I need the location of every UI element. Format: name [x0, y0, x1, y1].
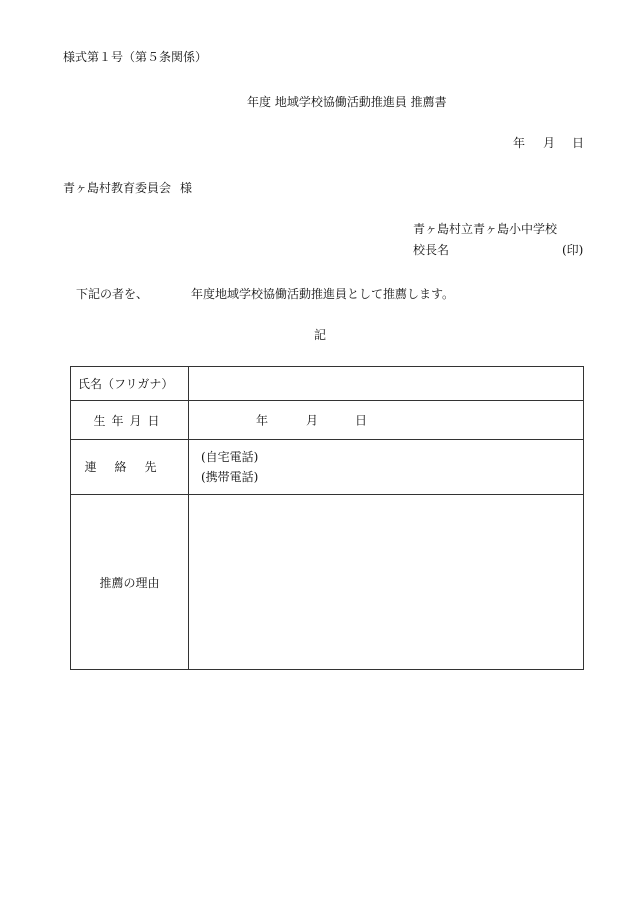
recommendation-form-table: [70, 366, 584, 670]
principal-name-label: 校長名: [413, 243, 450, 257]
addressee-name: 青ヶ島村教育委員会: [63, 181, 172, 195]
date-year-label: 年: [513, 136, 526, 150]
home-phone-label: (自宅電話): [201, 449, 259, 464]
reason-label: 推薦の理由: [71, 495, 189, 670]
form-number: 様式第１号（第５条関係）: [63, 50, 208, 64]
addressee-honorific: 様: [180, 181, 193, 195]
contact-label-cell: [71, 439, 189, 495]
table-row-reason: [71, 495, 584, 670]
dob-label: 生年月日: [93, 413, 166, 428]
dob-label-cell: [71, 401, 189, 439]
recommendation-text-suffix: 年度地域学校協働活動推進員として推薦します。: [191, 287, 455, 301]
table-row-contact: [71, 439, 584, 495]
date-month-label: 月: [543, 136, 556, 150]
sender-school-name: 青ヶ島村立青ヶ島小中学校: [413, 222, 558, 236]
reason-field[interactable]: [189, 495, 584, 670]
contact-label: 連絡先: [84, 460, 175, 475]
note-heading: 記: [314, 328, 327, 342]
dob-year-label: 年: [256, 413, 269, 428]
mobile-phone-label: (携帯電話): [201, 469, 259, 484]
dob-day-label: 日: [355, 413, 368, 428]
recommendation-text-prefix: 下記の者を、: [76, 287, 149, 301]
name-field[interactable]: [189, 367, 584, 401]
dob-field[interactable]: [189, 401, 584, 439]
dob-month-label: 月: [306, 413, 319, 428]
seal-mark: (印): [562, 243, 584, 257]
table-row-dob: [71, 401, 584, 439]
name-label: 氏名（フリガナ）: [71, 367, 189, 401]
document-title: 年度 地域学校協働活動推進員 推薦書: [247, 95, 447, 109]
table-row-name: [71, 367, 584, 401]
contact-field[interactable]: [189, 439, 584, 495]
date-day-label: 日: [572, 136, 585, 150]
